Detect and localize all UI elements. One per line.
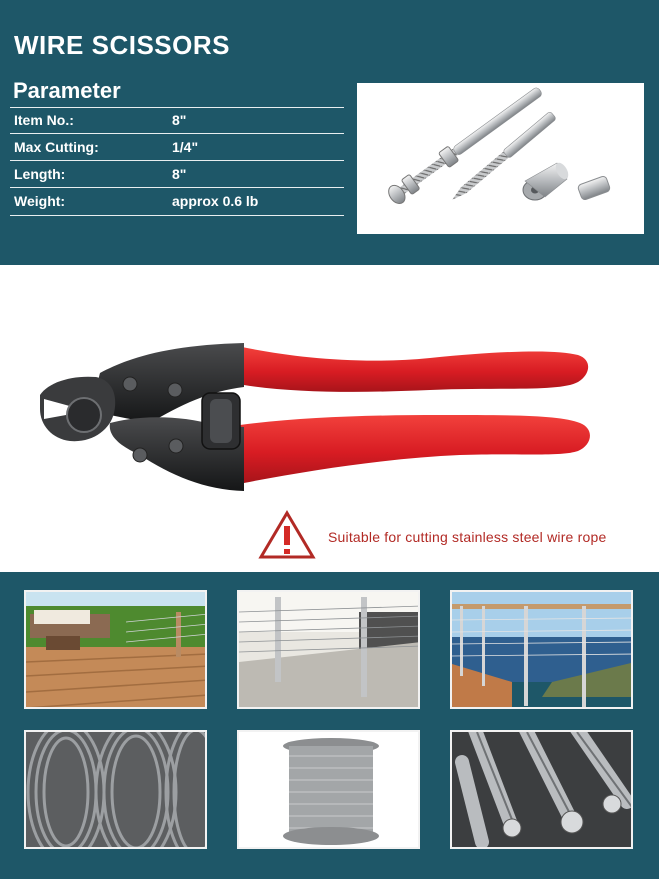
wire-rope-strands-photo — [450, 730, 633, 849]
param-label: Max Cutting: — [14, 139, 99, 155]
param-row-weight — [14, 188, 344, 214]
param-label: Item No.: — [14, 112, 74, 128]
param-row-length — [14, 161, 344, 187]
deck-railing-photo — [24, 590, 207, 709]
param-value: 8" — [172, 112, 187, 128]
ocean-balcony-photo — [450, 590, 633, 709]
wire-rope-spool-photo — [237, 730, 420, 849]
param-value: 1/4" — [172, 139, 199, 155]
warning-icon — [258, 510, 316, 565]
stair-railing-photo — [237, 590, 420, 709]
param-label: Weight: — [14, 193, 66, 209]
param-row-max-cutting — [14, 134, 344, 160]
product-title: WIRE SCISSORS — [14, 30, 230, 60]
param-label: Length: — [14, 166, 66, 182]
param-value: approx 0.6 lb — [172, 193, 259, 209]
param-value: 8" — [172, 166, 187, 182]
wire-cutter-image — [0, 265, 659, 572]
hardware-image — [357, 83, 644, 234]
steel-wire-coils-photo — [24, 730, 207, 849]
warning-text: Suitable for cutting stainless steel wire rope — [328, 529, 607, 545]
param-row-item-no — [14, 107, 344, 133]
product-section — [0, 265, 659, 572]
divider — [10, 215, 344, 216]
parameter-heading: Parameter — [13, 78, 121, 103]
